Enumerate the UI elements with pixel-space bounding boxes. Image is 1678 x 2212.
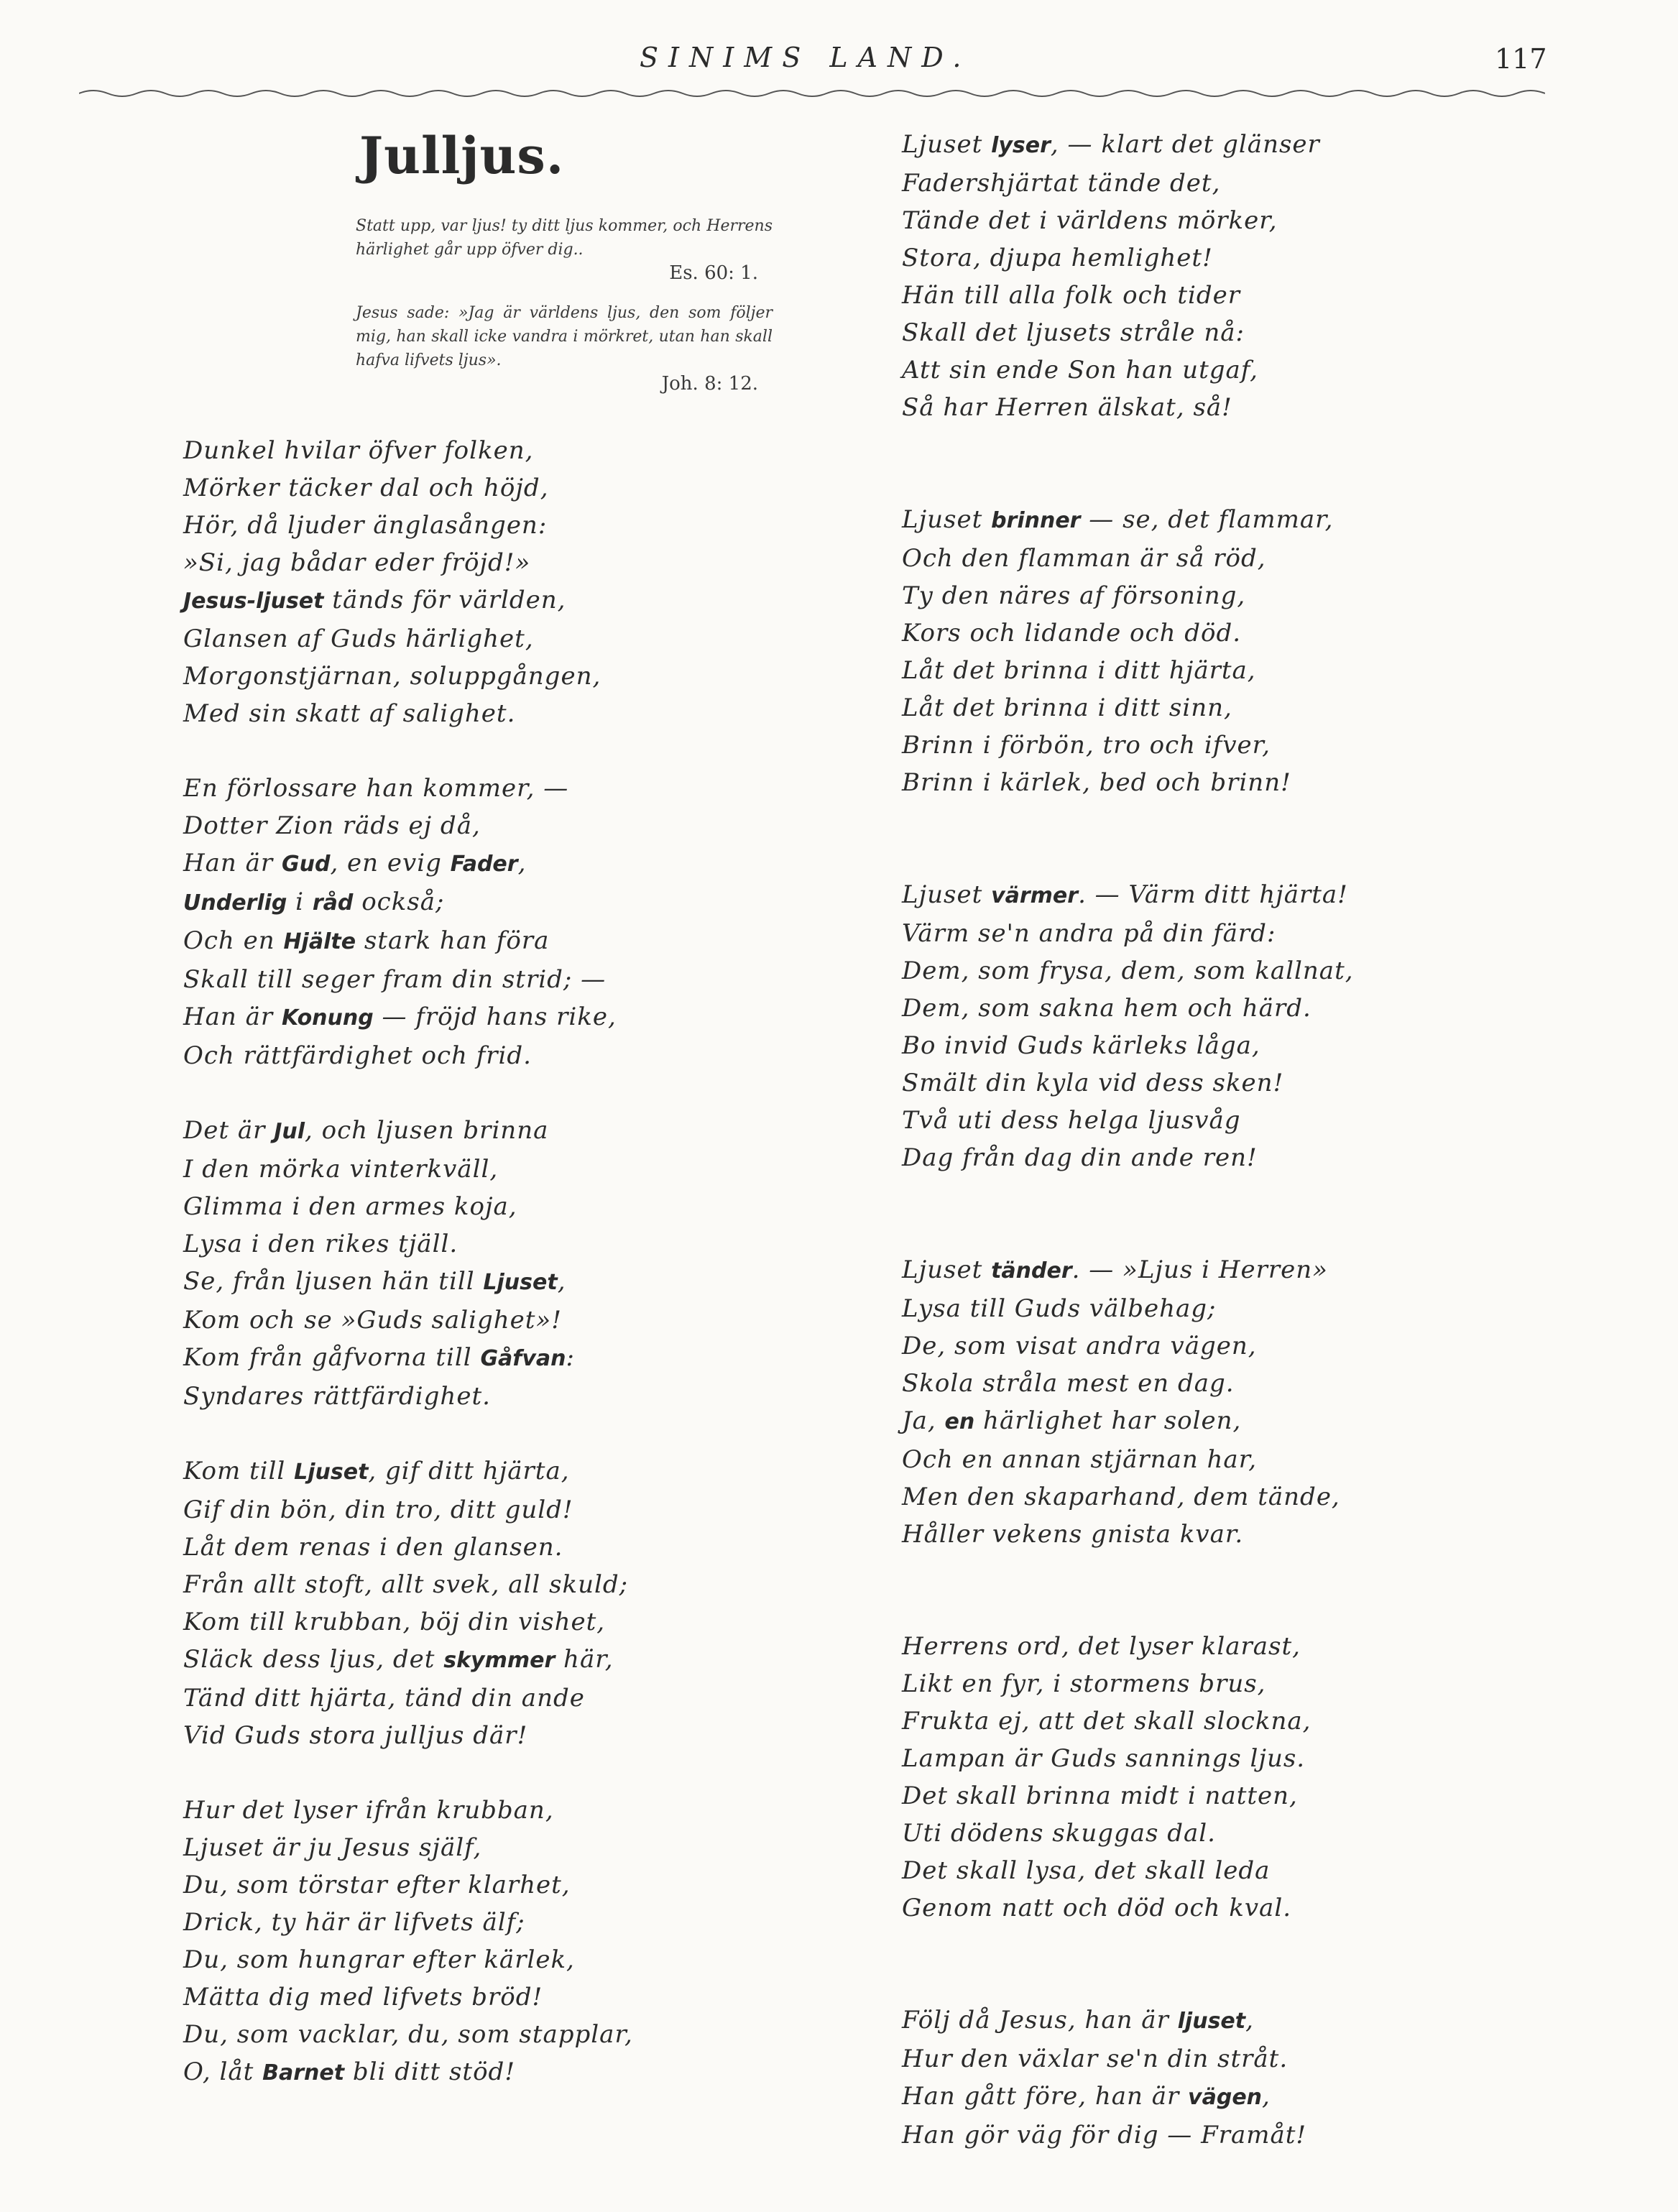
poem-line: Låt det brinna i ditt hjärta, [902,656,1256,685]
poem-line: Mätta dig med lifvets bröd! [183,1983,543,2011]
epigraph-quote: Statt upp, var ljus! ty ditt ljus kommer, och Herrens härlighet går upp öfver dig.. [356,217,773,259]
stanza [183,432,830,732]
poem-line: Skola stråla mest en dag. [902,1369,1235,1398]
stanza [902,2001,1549,2154]
poem-line: Smält din kyla vid dess sken! [902,1069,1284,1097]
poem-line: Hör, då ljuder änglasången: [183,511,548,540]
poem-line: Lysa till Guds välbehag; [902,1294,1217,1323]
poem-line: Så har Herren älskat, så! [902,393,1232,422]
poem-line: Låt dem renas i den glansen. [183,1533,563,1562]
poem-line: Brinn i förbön, tro och ifver, [902,731,1271,760]
running-header [0,42,1678,92]
poem-line: Ja, en härlighet har solen, [902,1406,1242,1435]
poem-line: Likt en fyr, i stormens brus, [902,1669,1266,1698]
poem-line: Stora, djupa hemlighet! [902,244,1213,272]
page-number: 117 [1495,43,1547,75]
poem-line: »Si, jag bådar eder fröjd!» [183,548,531,577]
epigraph-quote: Jesus sade: »Jag är världens ljus, den som följer mig, han skall icke vandra i mörkret, utan han skall hafva lifvets ljus». [356,304,773,369]
poem-line: Släck dess ljus, det skymmer här, [183,1645,614,1674]
poem-line: O, låt Barnet bli ditt stöd! [183,2057,515,2086]
poem-line: Se, från ljusen hän till Ljuset, [183,1267,566,1296]
poem-line: Brinn i kärlek, bed och brinn! [902,768,1291,797]
poem-line: Glimma i den armes koja, [183,1192,517,1221]
header-rule [79,85,1545,98]
poem-line: Med sin skatt af salighet. [183,699,516,728]
poem-line: Frukta ej, att det skall slockna, [902,1707,1311,1736]
poem-line: Kom från gåfvorna till Gåfvan: [183,1343,575,1372]
poem-line: Hur den växlar se'n din stråt. [902,2045,1289,2073]
stanza [183,770,830,1074]
poem-title: Julljus. [359,126,565,185]
poem-line: Skall till seger fram din strid; — [183,965,607,994]
stanza [902,876,1549,1176]
poem-line: Skall det ljusets stråle nå: [902,318,1245,347]
poem-line: Det skall lysa, det skall leda [902,1856,1271,1885]
poem-line: Syndares rättfärdighet. [183,1382,491,1411]
poem-line: Och en annan stjärnan har, [902,1445,1258,1474]
poem-line: Han är Gud, en evig Fader, [183,849,527,877]
poem-line: Tänd ditt hjärta, tänd din ande [183,1684,585,1713]
poem-line: Dotter Zion räds ej då, [183,811,481,840]
poem-line: Du, som törstar efter klarhet, [183,1871,571,1899]
poem-line: Kom till Ljuset, gif ditt hjärta, [183,1457,570,1485]
stanza [183,1792,830,2092]
poem-line: Han gått före, han är vägen, [902,2082,1271,2111]
left-column [183,126,830,2092]
poem-line: Drick, ty här är lifvets älf; [183,1908,525,1937]
poem-line: Ljuset brinner — se, det flammar, [902,505,1334,534]
poem-line: Två uti dess helga ljusvåg [902,1106,1241,1135]
poem-line: Och en Hjälte stark han föra [183,926,550,955]
poem-line: Han gör väg för dig — Framåt! [902,2121,1307,2149]
poem-line: Jesus-ljuset tänds för världen, [183,586,566,614]
poem-line: Mörker täcker dal och höjd, [183,474,549,502]
right-column [902,126,1549,2154]
poem-line: Kors och lidande och död. [902,619,1242,648]
poem-line: Underlig i råd också; [183,888,445,916]
poem-line: Och rättfärdighet och frid. [183,1041,532,1070]
poem-line: Från allt stoft, allt svek, all skuld; [183,1570,629,1599]
poem-line: Dem, som frysa, dem, som kallnat, [902,957,1354,985]
poem-line: Vid Guds stora julljus där! [183,1721,528,1750]
poem-line: Genom natt och död och kval. [902,1894,1292,1922]
poem-line: Hän till alla folk och tider [902,281,1241,310]
epigraph [356,214,773,396]
epigraph-reference: Es. 60: 1. [669,262,758,284]
stanza [902,1251,1549,1553]
poem-line: Gif din bön, din tro, ditt guld! [183,1496,573,1524]
epigraph-reference: Joh. 8: 12. [661,373,758,395]
poem-line: Uti dödens skuggas dal. [902,1819,1216,1848]
poem-line: Att sin ende Son han utgaf, [902,356,1258,384]
poem-line: Men den skaparhand, dem tände, [902,1483,1340,1511]
poem-line: Kom och se »Guds salighet»! [183,1306,562,1335]
stanza [902,126,1549,426]
poem-line: Dunkel hvilar öfver folken, [183,436,534,465]
poem-line: De, som visat andra vägen, [902,1332,1257,1360]
poem-line: Tände det i världens mörker, [902,206,1278,235]
poem-line: Hur det lyser ifrån krubban, [183,1796,554,1825]
poem-line: Det skall brinna midt i natten, [902,1782,1298,1810]
poem-line: Värm se'n andra på din färd: [902,919,1276,948]
poem-line: Du, som hungrar efter kärlek, [183,1945,575,1974]
poem-line: Lampan är Guds sannings ljus. [902,1744,1306,1773]
poem-line: Följ då Jesus, han är ljuset, [902,2006,1254,2034]
poem-line: Det är Jul, och ljusen brinna [183,1116,549,1145]
poem-line: Morgonstjärnan, soluppgången, [183,662,601,691]
poem-line: Håller vekens gnista kvar. [902,1520,1244,1549]
poem-line: I den mörka vinterkväll, [183,1155,499,1184]
left-stanzas [183,432,830,2092]
poem-line: Och den flamman är så röd, [902,544,1266,573]
poem-line: Fadershjärtat tände det, [902,169,1221,198]
poem-line: Låt det brinna i ditt sinn, [902,693,1232,722]
poem-line: Dag från dag din ande ren! [902,1143,1258,1172]
stanza [183,1452,830,1754]
stanza [183,1112,830,1415]
poem-line: En förlossare han kommer, — [183,774,569,803]
poem-line: Glansen af Guds härlighet, [183,625,534,653]
poem-line: Ljuset värmer. — Värm ditt hjärta! [902,880,1348,909]
poem-line: Kom till krubban, böj din vishet, [183,1608,606,1636]
poem-line: Ljuset tänder. — »Ljus i Herren» [902,1255,1328,1284]
poem-line: Bo invid Guds kärleks låga, [902,1031,1260,1060]
poem-line: Lysa i den rikes tjäll. [183,1230,458,1258]
stanza [902,1628,1549,1927]
poem-line: Ljuset är ju Jesus själf, [183,1833,482,1862]
stanza [902,501,1549,801]
poem-line: Dem, som sakna hem och härd. [902,994,1311,1023]
poem-line: Du, som vacklar, du, som stapplar, [183,2020,633,2049]
poem-line: Han är Konung — fröjd hans rike, [183,1003,617,1031]
poem-line: Ty den näres af försoning, [902,581,1246,610]
poem-line: Herrens ord, det lyser klarast, [902,1632,1301,1661]
running-title: SINIMS LAND. [640,42,972,73]
poem-line: Ljuset lyser, — klart det glänser [902,130,1320,159]
